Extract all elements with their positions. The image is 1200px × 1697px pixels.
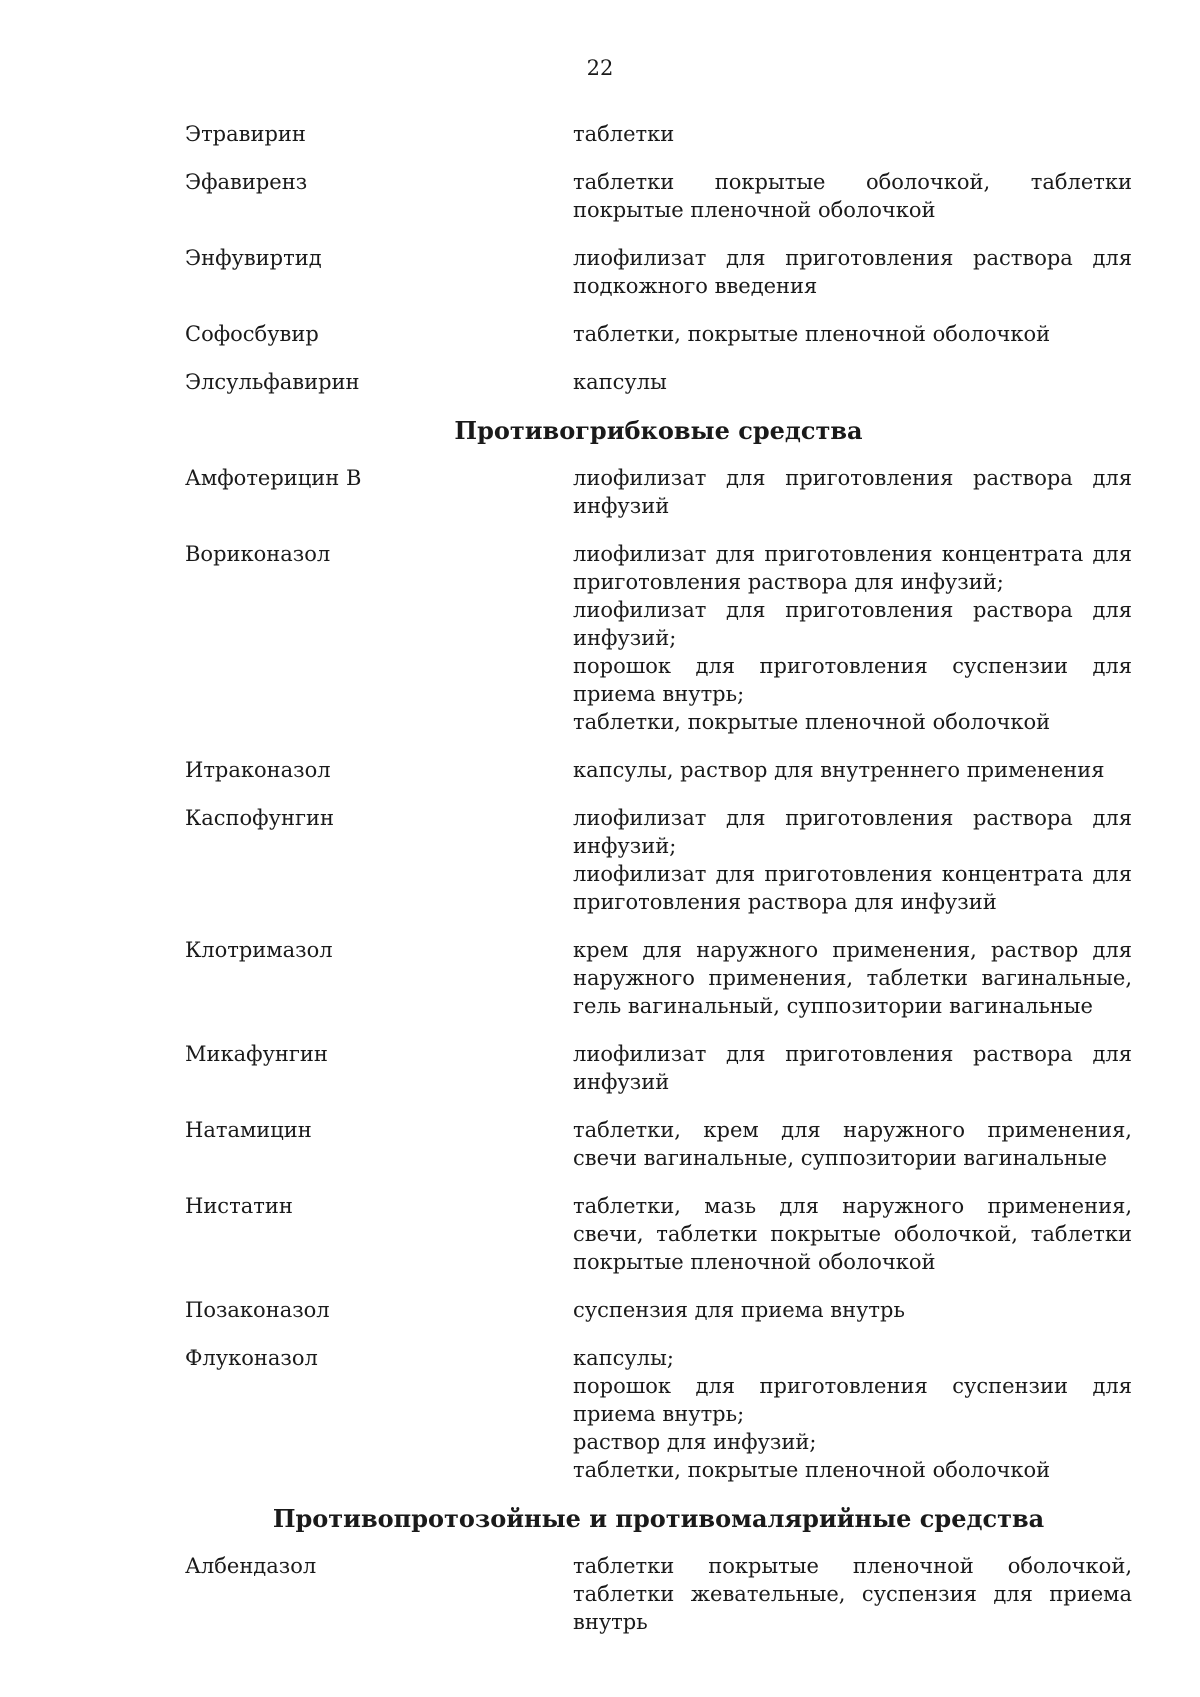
section-heading: Противогрибковые средства (454, 416, 863, 445)
drug-row (185, 464, 1132, 520)
dosage-form-line: порошок для приготовления суспензии для приема внутрь; (573, 654, 1132, 706)
dosage-form-line: капсулы (573, 370, 667, 394)
dosage-forms (573, 1344, 1132, 1484)
dosage-form-line: таблетки, покрытые пленочной оболочкой (573, 710, 1051, 734)
dosage-form-line: таблетки, крем для наружного применения, свечи вагинальные, суппозитории вагинальные (573, 1118, 1132, 1170)
drug-row (185, 804, 1132, 916)
dosage-form-line: лиофилизат для приготовления концентрата для приготовления раствора для инфузий (573, 862, 1132, 914)
drug-row (185, 1040, 1132, 1096)
dosage-forms (573, 804, 1132, 916)
dosage-form-line: раствор для инфузий; (573, 1430, 817, 1454)
drug-name: Элсульфавирин (185, 370, 360, 394)
dosage-forms (573, 168, 1132, 224)
dosage-forms (573, 1116, 1132, 1172)
section-heading: Противопротозойные и противомалярийные средства (272, 1504, 1045, 1533)
dosage-forms (573, 320, 1132, 348)
dosage-form-line: таблетки, покрытые пленочной оболочкой (573, 322, 1051, 346)
page-number: 22 (586, 56, 614, 80)
dosage-form-line: лиофилизат для приготовления раствора для инфузий; (573, 806, 1132, 858)
dosage-form-line: лиофилизат для приготовления раствора для инфузий (573, 466, 1132, 518)
dosage-form-line: капсулы; (573, 1346, 674, 1370)
drug-name: Амфотерицин В (185, 466, 362, 490)
dosage-form-line: порошок для приготовления суспензии для приема внутрь; (573, 1374, 1132, 1426)
dosage-form-line: таблетки покрытые оболочкой, таблетки покрытые пленочной оболочкой (573, 170, 1132, 222)
dosage-forms (573, 120, 1132, 148)
drug-row (185, 120, 1132, 148)
dosage-forms (573, 1552, 1132, 1636)
drug-row (185, 320, 1132, 348)
drug-row (185, 1296, 1132, 1324)
dosage-forms (573, 368, 1132, 396)
dosage-form-line: капсулы, раствор для внутреннего применения (573, 758, 1105, 782)
drug-name: Нистатин (185, 1194, 293, 1218)
drug-name: Албендазол (185, 1554, 317, 1578)
drug-row (185, 368, 1132, 396)
drug-name: Каспофунгин (185, 806, 334, 830)
drug-row (185, 1192, 1132, 1276)
drug-row (185, 244, 1132, 300)
drug-name: Клотримазол (185, 938, 333, 962)
drug-list (185, 120, 1132, 1656)
dosage-form-line: лиофилизат для приготовления раствора для инфузий; (573, 598, 1132, 650)
dosage-form-line: таблетки (573, 122, 675, 146)
drug-name: Флуконазол (185, 1346, 318, 1370)
dosage-form-line: лиофилизат для приготовления концентрата для приготовления раствора для инфузий; (573, 542, 1132, 594)
dosage-forms (573, 936, 1132, 1020)
drug-row (185, 1552, 1132, 1636)
dosage-form-line: крем для наружного применения, раствор для наружного применения, таблетки вагинальные, гель вагинальный, суппозитории вагинальные (573, 938, 1132, 1018)
dosage-forms (573, 756, 1132, 784)
dosage-form-line: суспензия для приема внутрь (573, 1298, 905, 1322)
drug-row (185, 168, 1132, 224)
drug-name: Позаконазол (185, 1298, 330, 1322)
dosage-form-line: лиофилизат для приготовления раствора для инфузий (573, 1042, 1132, 1094)
drug-name: Итраконазол (185, 758, 331, 782)
dosage-forms (573, 1192, 1132, 1276)
dosage-form-line: лиофилизат для приготовления раствора для подкожного введения (573, 246, 1132, 298)
dosage-form-line: таблетки, покрытые пленочной оболочкой (573, 1458, 1051, 1482)
dosage-forms (573, 244, 1132, 300)
drug-row (185, 1116, 1132, 1172)
dosage-forms (573, 1296, 1132, 1324)
dosage-form-line: таблетки покрытые пленочной оболочкой, таблетки жевательные, суспензия для приема внутрь (573, 1554, 1132, 1634)
dosage-form-line: таблетки, мазь для наружного применения, свечи, таблетки покрытые оболочкой, таблетки покрытые пленочной оболочкой (573, 1194, 1132, 1274)
drug-name: Энфувиртид (185, 246, 322, 270)
drug-row (185, 540, 1132, 736)
dosage-forms (573, 464, 1132, 520)
drug-name: Микафунгин (185, 1042, 328, 1066)
dosage-forms (573, 1040, 1132, 1096)
dosage-forms (573, 540, 1132, 736)
drug-row (185, 756, 1132, 784)
drug-row (185, 1344, 1132, 1484)
drug-name: Эфавиренз (185, 170, 308, 194)
drug-row (185, 936, 1132, 1020)
drug-name: Софосбувир (185, 322, 319, 346)
drug-name: Вориконазол (185, 542, 331, 566)
drug-name: Этравирин (185, 122, 306, 146)
drug-name: Натамицин (185, 1118, 312, 1142)
